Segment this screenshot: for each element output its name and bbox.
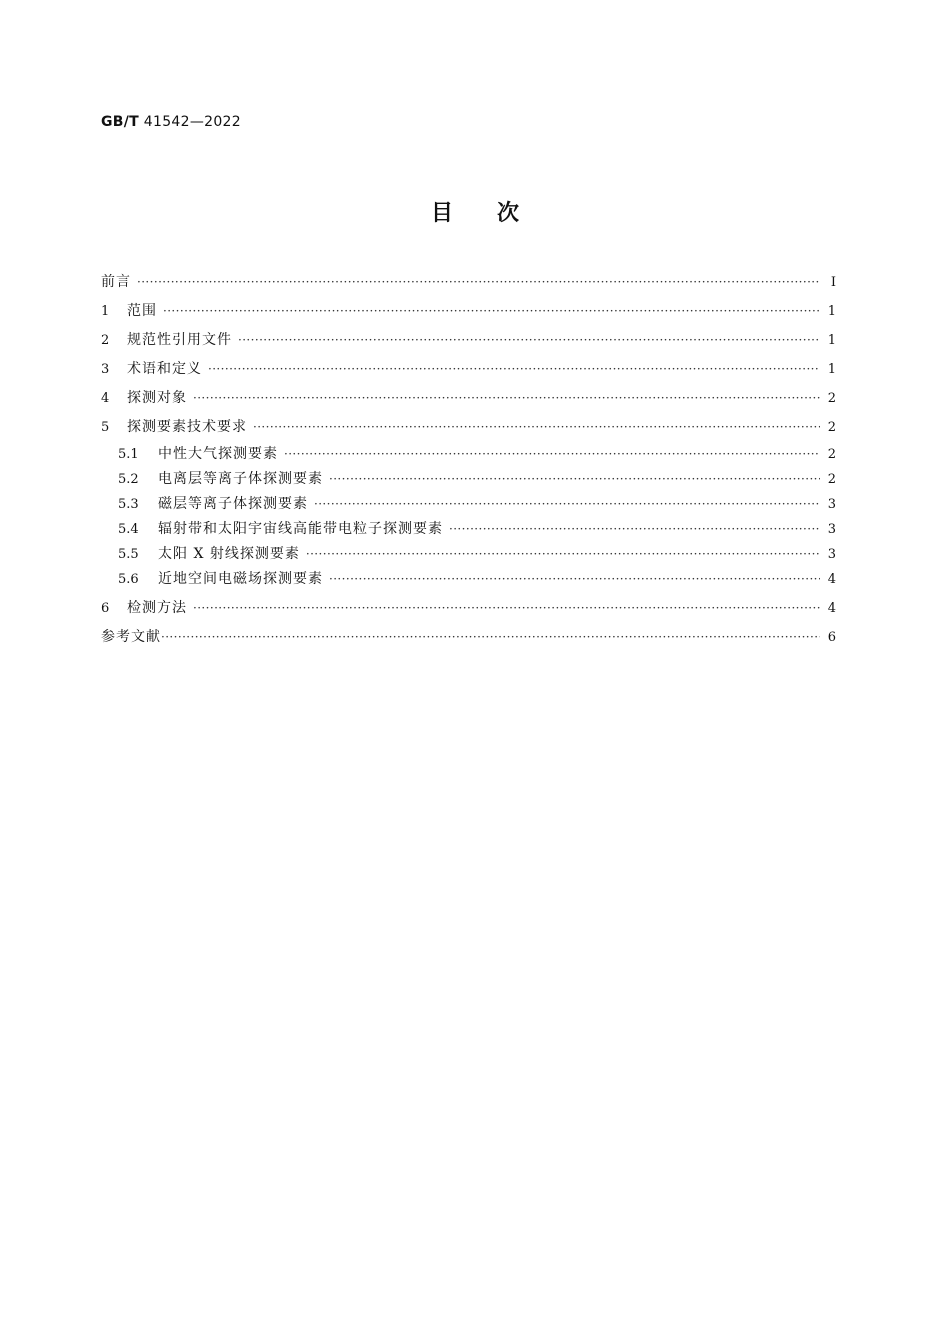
toc-entry-5-4[interactable]: [101, 519, 836, 539]
toc-leader-dots: [314, 494, 820, 514]
toc-leader-dots: [137, 272, 820, 292]
toc-entry-page: 2: [827, 391, 836, 406]
toc-entry-number: 5: [101, 420, 110, 435]
toc-entry-page: 4: [827, 601, 836, 616]
toc-entry-2[interactable]: [101, 330, 836, 350]
toc-entry-foreword[interactable]: [101, 272, 836, 292]
toc-leader-dots: [329, 569, 820, 589]
toc-entry-4[interactable]: [101, 388, 836, 408]
toc-leader-dots: [161, 627, 820, 647]
standard-prefix: GB/T: [101, 114, 140, 130]
toc-entry-number: 5.3: [118, 497, 139, 512]
toc-entry-label: 近地空间电磁场探测要素: [158, 571, 323, 587]
toc-entry-5[interactable]: [101, 417, 836, 437]
toc-leader-dots: [163, 301, 820, 321]
toc-entry-number: 4: [101, 391, 110, 406]
toc-entry-number: 5.2: [118, 472, 139, 487]
toc-entry-label: 电离层等离子体探测要素: [158, 471, 323, 487]
toc-entry-5-5[interactable]: [101, 544, 836, 564]
toc-entry-page: 6: [827, 630, 836, 645]
toc-entry-number: 5.5: [118, 547, 139, 562]
toc-leader-dots: [238, 330, 820, 350]
toc-entry-references[interactable]: [101, 627, 836, 647]
toc-entry-3[interactable]: [101, 359, 836, 379]
toc-leader-dots: [284, 444, 820, 464]
toc-entry-label: 中性大气探测要素: [158, 446, 278, 462]
standard-code: [101, 114, 241, 130]
toc-entry-page: 3: [827, 497, 836, 512]
toc-entry-page: 2: [827, 420, 836, 435]
toc-entry-label: 辐射带和太阳宇宙线高能带电粒子探测要素: [158, 521, 443, 537]
toc-entry-number: 3: [101, 362, 110, 377]
toc-entry-label: 太阳 X 射线探测要素: [158, 546, 300, 562]
toc-leader-dots: [253, 417, 820, 437]
toc-entry-label: 探测要素技术要求: [127, 419, 247, 435]
toc-entry-number: 1: [101, 304, 110, 319]
page-title: 目次: [430, 201, 563, 226]
toc-entry-page: Ⅰ: [830, 275, 836, 290]
toc-leader-dots: [449, 519, 820, 539]
toc-entry-5-1[interactable]: [101, 444, 836, 464]
toc-entry-page: 3: [827, 547, 836, 562]
standard-number: 41542—2022: [143, 114, 241, 130]
toc-leader-dots: [329, 469, 820, 489]
toc-entry-6[interactable]: [101, 598, 836, 618]
toc-entry-1[interactable]: [101, 301, 836, 321]
toc-entry-5-2[interactable]: [101, 469, 836, 489]
toc-entry-5-6[interactable]: [101, 569, 836, 589]
toc-entry-label: 规范性引用文件: [127, 332, 232, 348]
toc-entry-page: 1: [827, 362, 836, 377]
toc-entry-label: 范围: [127, 303, 157, 319]
toc-leader-dots: [208, 359, 820, 379]
table-of-contents: [101, 272, 836, 656]
toc-entry-number: 2: [101, 333, 110, 348]
toc-entry-label: 参考文献: [101, 629, 161, 645]
toc-entry-number: 5.1: [118, 447, 139, 462]
toc-leader-dots: [193, 598, 820, 618]
toc-entry-5-3[interactable]: [101, 494, 836, 514]
toc-entry-label: 磁层等离子体探测要素: [158, 496, 308, 512]
toc-entry-page: 2: [827, 472, 836, 487]
toc-entry-label: 检测方法: [127, 600, 187, 616]
toc-entry-page: 1: [827, 304, 836, 319]
toc-entry-number: 5.4: [118, 522, 139, 537]
toc-entry-label: 术语和定义: [127, 361, 202, 377]
toc-entry-label: 前言: [101, 274, 131, 290]
toc-entry-label: 探测对象: [127, 390, 187, 406]
toc-entry-page: 2: [827, 447, 836, 462]
toc-entry-page: 4: [827, 572, 836, 587]
toc-leader-dots: [306, 544, 820, 564]
toc-leader-dots: [193, 388, 820, 408]
toc-entry-number: 5.6: [118, 572, 139, 587]
toc-entry-number: 6: [101, 601, 110, 616]
toc-entry-page: 1: [827, 333, 836, 348]
toc-entry-page: 3: [827, 522, 836, 537]
